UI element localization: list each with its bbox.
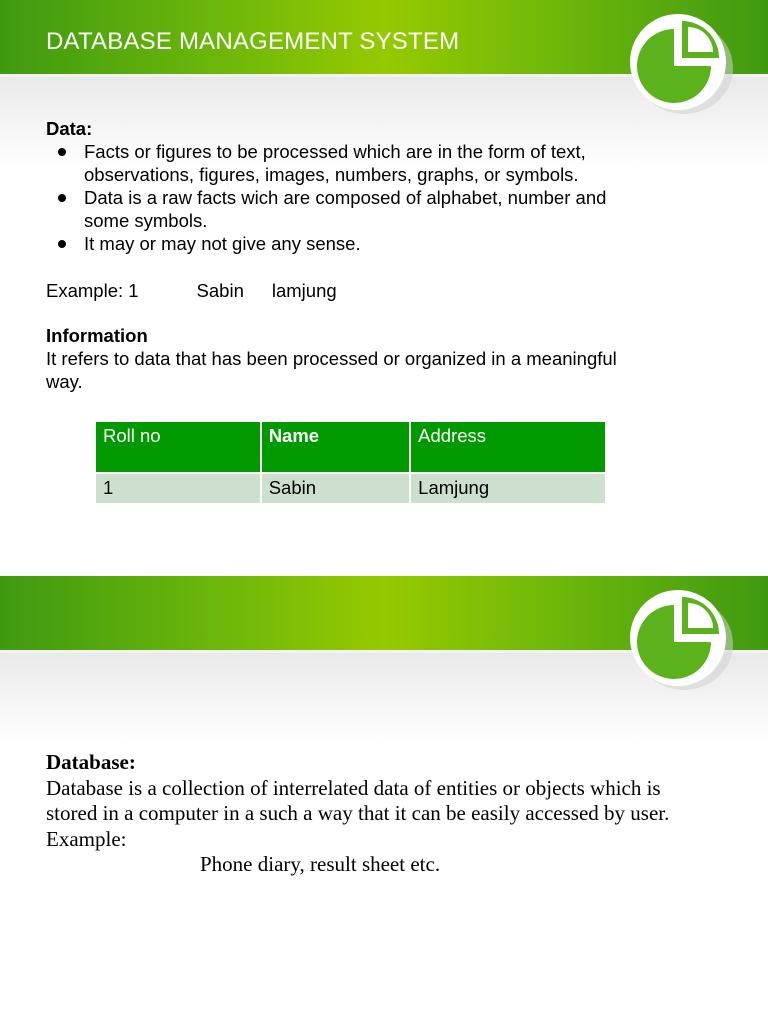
table-row — [95, 473, 606, 504]
database-heading: Database: — [46, 750, 136, 774]
slide-2 — [0, 576, 768, 1024]
database-example-text: Phone diary, result sheet etc. — [200, 852, 441, 876]
data-section — [46, 117, 646, 255]
table-cell: Lamjung — [410, 473, 606, 504]
data-heading: Data: — [46, 118, 93, 139]
database-text: Database is a collection of interrelated data of entities or objects which is stored in a computer in a such a way that it can be easily accessed by user. — [46, 775, 670, 825]
database-example-label: Example: — [46, 826, 127, 851]
list-item: It may or may not give any sense. — [46, 232, 646, 255]
list-item: Data is a raw facts wich are composed of alphabet, number and some symbols. — [46, 186, 646, 232]
information-table — [94, 420, 607, 505]
information-text: It refers to data that has been processed or organized in a meaningful way. — [46, 348, 617, 392]
pie-chart-logo-icon — [626, 14, 736, 114]
example-label: Example: 1 — [46, 280, 139, 301]
database-section — [46, 750, 686, 878]
example-name: Sabin — [196, 280, 244, 301]
example-line — [46, 279, 646, 302]
column-header-address: Address — [410, 421, 606, 473]
example-place: lamjung — [271, 280, 337, 301]
column-header-roll-no: Roll no — [95, 421, 261, 473]
pie-chart-logo-icon — [626, 590, 736, 690]
table-cell: Sabin — [261, 473, 410, 504]
slide-title: DATABASE MANAGEMENT SYSTEM — [46, 28, 460, 55]
list-item: Facts or figures to be processed which are in the form of text, observations, figures, images, numbers, graphs, or symbols. — [46, 140, 646, 186]
information-section — [46, 324, 646, 393]
column-header-name: Name — [261, 421, 410, 473]
table-header-row — [95, 421, 606, 473]
data-bullet-list — [46, 140, 646, 255]
table-cell: 1 — [95, 473, 261, 504]
information-heading: Information — [46, 325, 148, 346]
